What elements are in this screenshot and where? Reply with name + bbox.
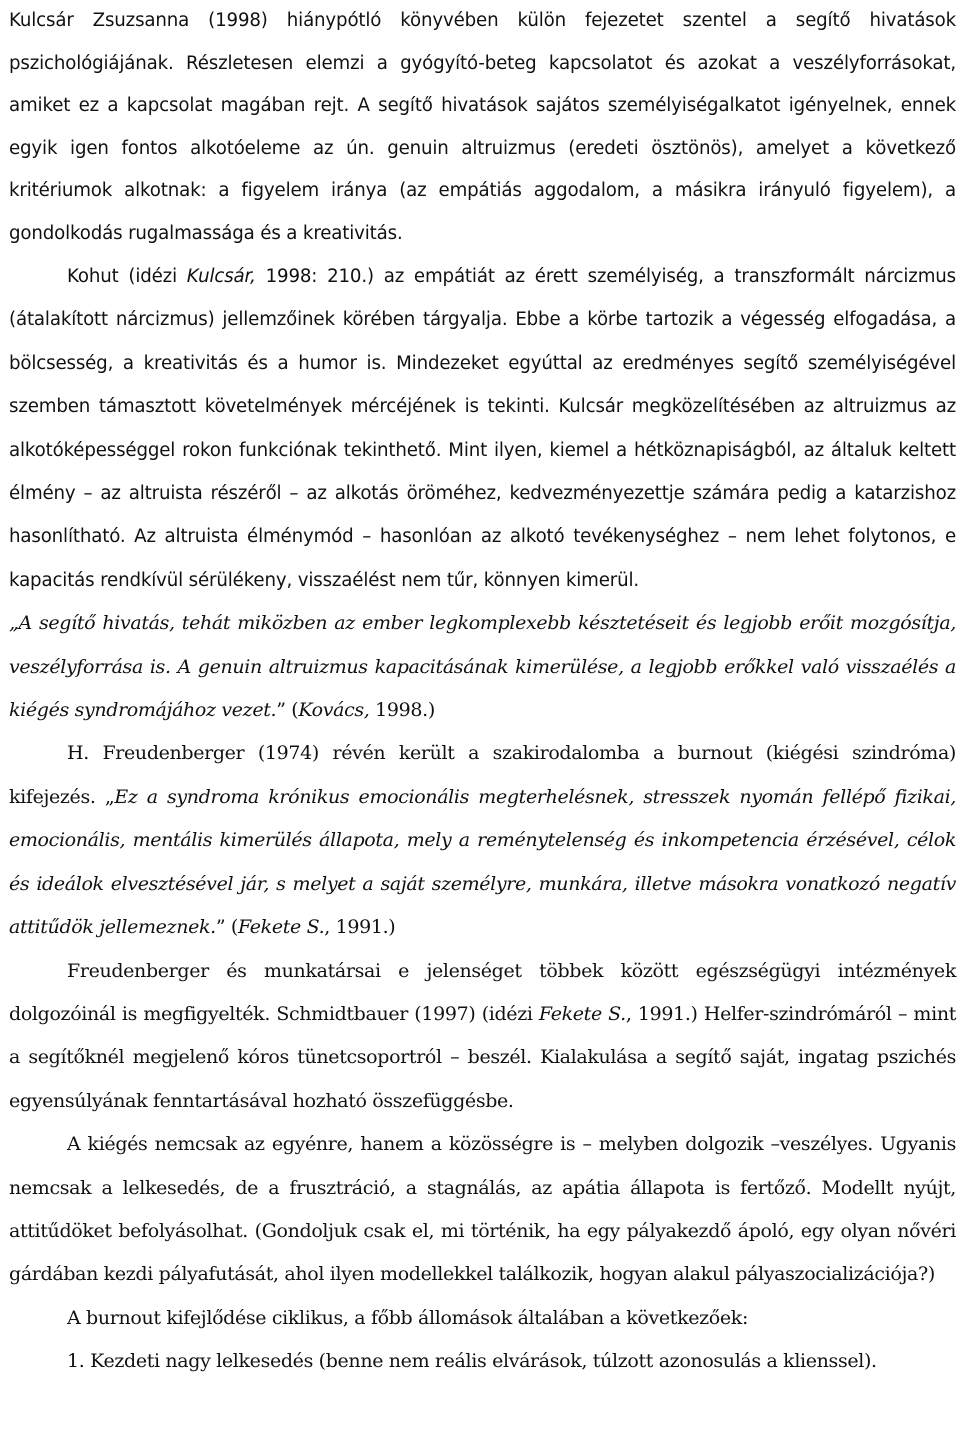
citation-year: 1998.): [369, 699, 435, 722]
list-item-text: 1. Kezdeti nagy lelkesedés (benne nem reális elvárások, túlzott azonosulás a klienssel).: [67, 1350, 877, 1373]
quote-text: „A segítő hivatás, tehát miközben az ember legkomplexebb késztetéseit és legjobb erőit mozgósítja, veszélyforrása is. A genuin altruizmus kapacitásának kimerülése, a legjobb erőkkel való visszaélés a kiégés syndromájához vezet.: [9, 612, 956, 722]
paragraph-kulcsar-intro: [9, 0, 956, 255]
citation-year: , 1991.): [324, 916, 396, 939]
paragraph-text: A burnout kifejlődése ciklikus, a főbb állomások általában a következőek:: [67, 1306, 749, 1329]
citation-author: Kulcsár,: [186, 266, 256, 287]
paragraph-text: , 1991.) Helfer-szindrómáról – mint a segítőknél megjelenő kóros tünetcsoportról – beszél. Kialakulása a segítő saját, ingatag pszichés egyensúlyának fenntartásával hozható összefüggésbe.: [9, 1002, 956, 1112]
paragraph-freudenberger: [9, 732, 956, 949]
quote-close: ” (: [276, 699, 299, 722]
paragraph-text: Kulcsár Zsuzsanna (1998) hiánypótló könyvében külön fejezetet szentel a segítő hivatások pszichológiájának. Részletesen elemzi a gyógyító-beteg kapcsolatot és azokat a veszélyforrásokat, amiket ez a kapcsolat magában rejt. A segítő hivatások sajátos személyiségalkatot igényelnek, ennek egyik igen fontos alkotóeleme az ún. genuin altruizmus (eredeti ösztönös), amelyet a következő kritériumok alkotnak: a figyelem iránya (az empátiás aggodalom, a másikra irányuló figyelem), a gondolkodás rugalmassága és a kreativitás.: [9, 10, 956, 244]
paragraph-helfer: [9, 950, 956, 1124]
paragraph-text: A kiégés nemcsak az egyénre, hanem a közösségre is – melyben dolgozik –veszélyes. Ugyanis nemcsak a lelkesedés, de a frusztráció, a stagnálás, az apátia állapota is fertőző. Modellt nyújt, attitűdöket befolyásolhat. (Gondoljuk csak el, mi történik, ha egy pályakezdő ápoló, egy olyan nővéri gárdában kezdi pályafutását, ahol ilyen modellekkel találkozik, hogyan alakul pályaszocializációja?): [9, 1133, 956, 1286]
paragraph-quote-kovacs: [9, 602, 956, 732]
paragraph-text: H. Freudenberger (1974) révén került a szakirodalomba a burnout (kiégési szindróma) kifejezés. „: [9, 742, 956, 808]
quote-text: Ez a syndroma krónikus emocionális megterhelésnek, stresszek nyomán fellépő fizikai, emocionális, mentális kimerülés állapota, mely a reménytelenség és inkompetencia érzésével, célok és ideálok elvesztésével jár, s melyet a saját személyre, munkára, illetve másokra vonatkozó negatív attitűdök jellemeznek.: [9, 785, 956, 939]
citation-author: Fekete S.: [237, 916, 325, 939]
quote-close: ” (: [215, 916, 238, 939]
paragraph-kohut: [9, 255, 956, 602]
list-item-1: [9, 1340, 956, 1383]
citation-author: Fekete S.: [538, 1002, 626, 1025]
document-page: [9, 0, 956, 1384]
paragraph-text: Freudenberger és munkatársai e jelenséget többek között egészségügyi intézmények dolgozóinál is megfigyelték. Schmidtbauer (1997) (idézi: [9, 959, 956, 1025]
paragraph-burnout-ciklus: [9, 1297, 956, 1340]
paragraph-text: Kohut (idézi: [67, 266, 187, 287]
paragraph-kieges-kozosseg: [9, 1123, 956, 1297]
citation-author: Kovács,: [298, 699, 370, 722]
paragraph-text: 1998: 210.) az empátiát az érett személyiség, a transzformált nárcizmus (átalakított nárcizmus) jellemzőinek körében tárgyalja. Ebbe a körbe tartozik a végesség elfogadása, a bölcsesség, a kreativitás és a humor is. Mindezeket egyúttal az eredményes segítő személyiségével szemben támasztott követelmények mércéjének is tekinti. Kulcsár megközelítésében az altruizmus az alkotóképességgel rokon funkciónak tekinthető. Mint ilyen, kiemel a hétköznapiságból, az általuk keltett élmény – az altruista részéről – az alkotás öröméhez, kedvezményezettje számára pedig a katarzishoz hasonlítható. Az altruista élménymód – hasonlóan az alkotó tevékenységhez – nem lehet folytonos, e kapacitás rendkívül sérülékeny, visszaélést nem tűr, könnyen kimerül.: [9, 266, 956, 591]
